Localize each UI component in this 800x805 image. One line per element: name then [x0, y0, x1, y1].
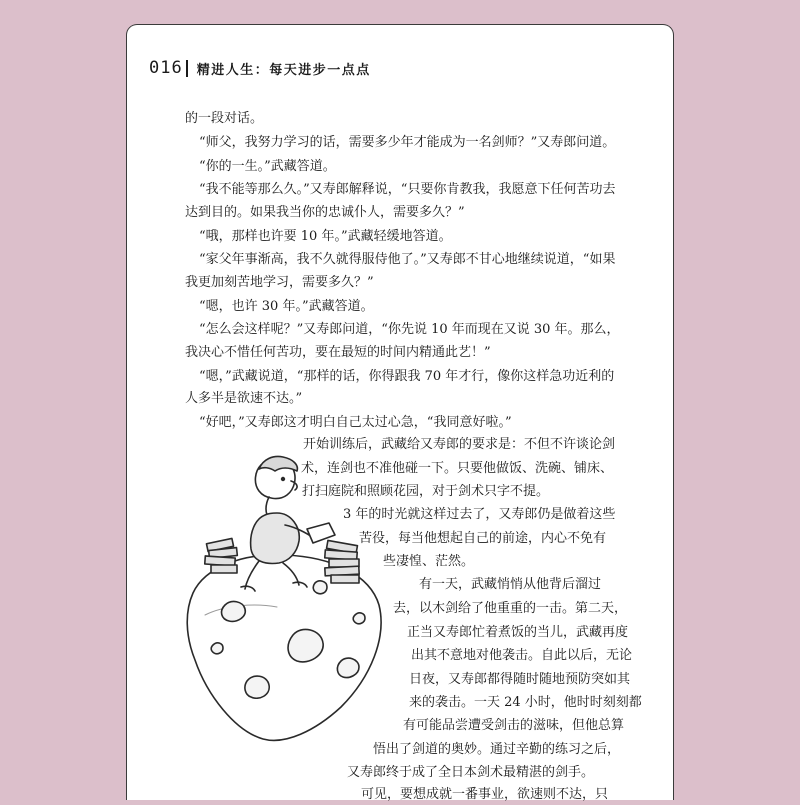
text-line: 术，连剑也不准他碰一下。只要他做饭、洗碗、铺床、 — [301, 461, 614, 476]
text-line: 有可能品尝遭受剑击的滋味，但他总算 — [403, 718, 625, 733]
text-line: “师父，我努力学习的话，需要多少年才能成为一名剑师？”又寿郎问道。 — [199, 135, 616, 150]
text-line: “好吧，”又寿郎这才明白自己太过心急，“我同意好啦。” — [199, 415, 512, 430]
crater — [211, 643, 223, 654]
text-line: “嗯，也许 30 年。”武藏答道。 — [199, 299, 374, 314]
crater — [245, 676, 269, 698]
text-line: “怎么会这样呢？”又寿郎问道，“你先说 10 年而现在又说 30 年。那么， — [199, 322, 620, 337]
page-number: 016 — [149, 58, 183, 78]
text-line: 来的袭击。一天 24 小时，他时时刻刻都 — [409, 695, 642, 710]
header-divider — [186, 60, 188, 77]
boy-on-planet-illustration — [165, 455, 395, 755]
book-page — [126, 24, 674, 800]
text-line: “我不能等那么久。”又寿郎解释说，“只要你肯教我，我愿意下任何苦功去 — [199, 182, 616, 197]
text-line: 可见，要想成就一番事业，欲速则不达，只 — [361, 787, 609, 802]
chapter-title: 精进人生：每天进步一点点 — [196, 62, 371, 78]
text-line: “哦，那样也许要 10 年。”武藏轻缓地答道。 — [199, 229, 452, 244]
text-line: 开始训练后，武藏给又寿郎的要求是：不但不许谈论剑 — [303, 437, 616, 452]
text-line: 去，以木剑给了他重重的一击。第二天， — [393, 601, 628, 616]
text-line: 又寿郎终于成了全日本剑术最精湛的剑手。 — [347, 765, 595, 780]
running-header — [149, 58, 371, 78]
crater — [313, 581, 327, 594]
text-line: 些凄惶、茫然。 — [383, 554, 475, 569]
illustration — [165, 455, 395, 759]
crater — [288, 629, 323, 661]
text-line: “嗯，”武藏说道，“那样的话，你得跟我 70 年才行，像你这样急功近利的 — [199, 369, 615, 384]
text-line: 3 年的时光就这样过去了，又寿郎仍是做着这些 — [343, 507, 616, 522]
text-line: 我更加刻苦地学习，需要多久？” — [185, 275, 374, 290]
text-line: 悟出了剑道的奥妙。通过辛勤的练习之后， — [373, 742, 621, 757]
book-stack-left — [205, 538, 238, 573]
text-line: 苦役，每当他想起自己的前途，内心不免有 — [359, 531, 607, 546]
crater — [353, 613, 365, 624]
text-line: 日夜，又寿郎都得随时随地预防突如其 — [409, 672, 631, 687]
text-line: 人多半是欲速不达。” — [185, 391, 303, 406]
crater — [222, 602, 246, 622]
text-line: 有一天，武藏悄悄从他背后溜过 — [419, 577, 602, 592]
crater — [337, 658, 359, 677]
text-line: 正当又寿郎忙着煮饭的当儿，武藏再度 — [407, 625, 629, 640]
text-line: 达到目的。如果我当你的忠诚仆人，需要多久？” — [185, 205, 465, 220]
text-line: 打扫庭院和照顾花园，对于剑术只字不提。 — [302, 484, 550, 499]
text-line: 的一段对话。 — [185, 111, 264, 126]
text-line: “你的一生。”武藏答道。 — [199, 159, 336, 174]
text-line: 出其不意地对他袭击。自此以后，无论 — [411, 648, 633, 663]
text-line: “家父年事渐高，我不久就得服侍他了。”又寿郎不甘心地继续说道，“如果 — [199, 252, 616, 267]
text-line: 我决心不惜任何苦功，要在最短的时间内精通此艺！” — [185, 345, 491, 360]
